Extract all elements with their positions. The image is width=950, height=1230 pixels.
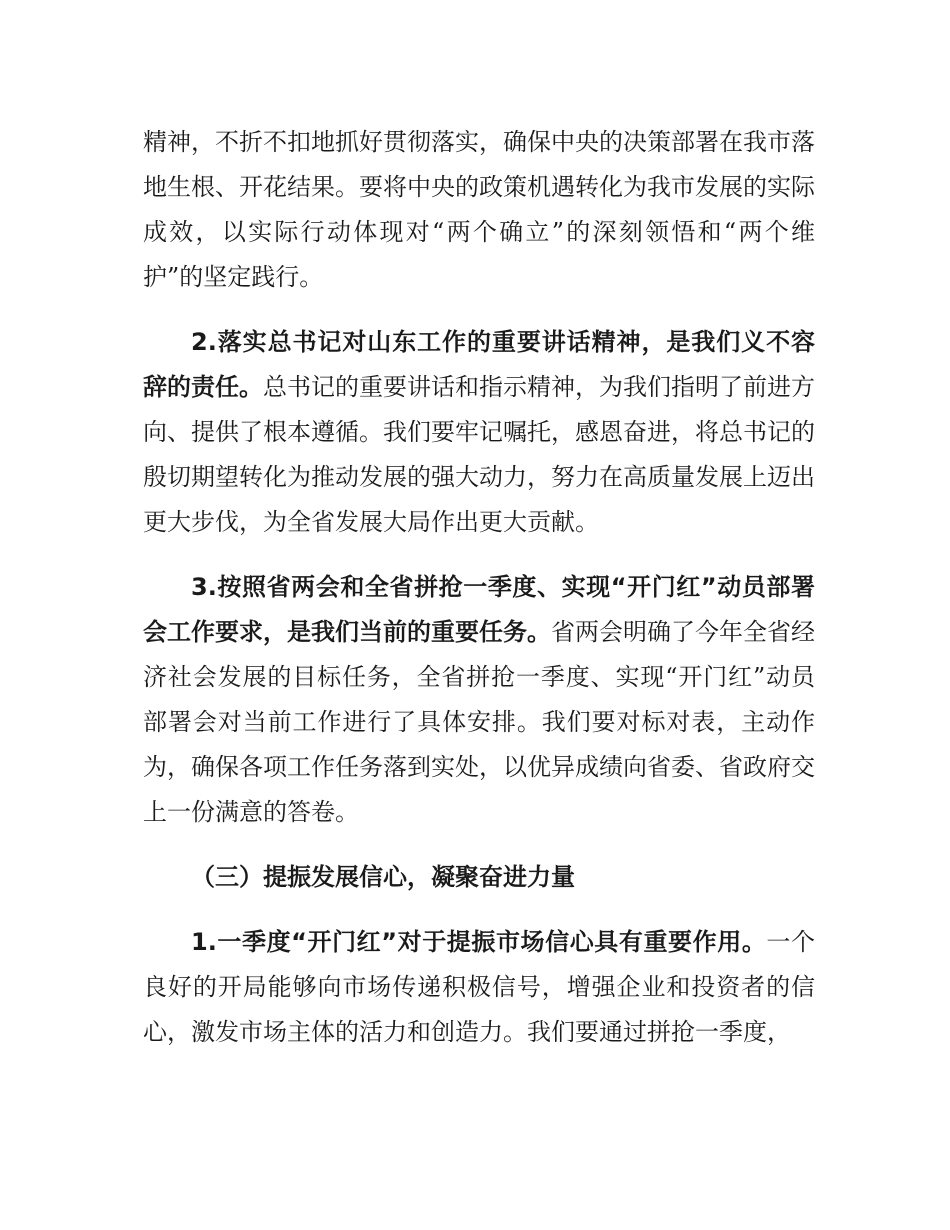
paragraph-bold-lead: 1.一季度“开门红”对于提振市场信心具有重要作用。: [191, 928, 767, 956]
paragraph-item-2: [143, 320, 815, 545]
paragraph-body: 一个良好的开局能够向市场传递积极信号，增强企业和投资者的信心，激发市场主体的活力和创造力。我们要通过拼抢一季度，: [143, 928, 815, 1046]
document-page: [143, 120, 815, 1075]
paragraph-item-1: [143, 920, 815, 1055]
paragraph-item-3: [143, 565, 815, 835]
paragraph-body: 总书记的重要讲话和指示精神，为我们指明了前进方向、提供了根本遵循。我们要牢记嘱托，感恩奋进，将总书记的殷切期望转化为推动发展的强大动力，努力在高质量发展上迈出更大步伐，为全省发展大局作出更大贡献。: [143, 373, 815, 536]
section-heading: （三）提振发展信心，凝聚奋进力量: [191, 863, 575, 891]
paragraph-bold-lead: 3.按照省两会和全省拼抢一季度、实现“开门红”动员部署会工作要求，是我们当前的重要任务。: [143, 573, 815, 646]
paragraph-bold-lead: 2.落实总书记对山东工作的重要讲话精神，是我们义不容辞的责任。: [143, 328, 815, 401]
paragraph-continuation: [143, 120, 815, 300]
paragraph-body: 省两会明确了今年全省经济社会发展的目标任务，全省拼抢一季度、实现“开门红”动员部署会对当前工作进行了具体安排。我们要对标对表，主动作为，确保各项工作任务落到实处，以优异成绩向省委、省政府交上一份满意的答卷。: [143, 618, 815, 826]
paragraph-body: 精神，不折不扣地抓好贯彻落实，确保中央的决策部署在我市落地生根、开花结果。要将中央的政策机遇转化为我市发展的实际成效，以实际行动体现对“两个确立”的深刻领悟和“两个维护”的坚定践行。: [143, 128, 815, 291]
